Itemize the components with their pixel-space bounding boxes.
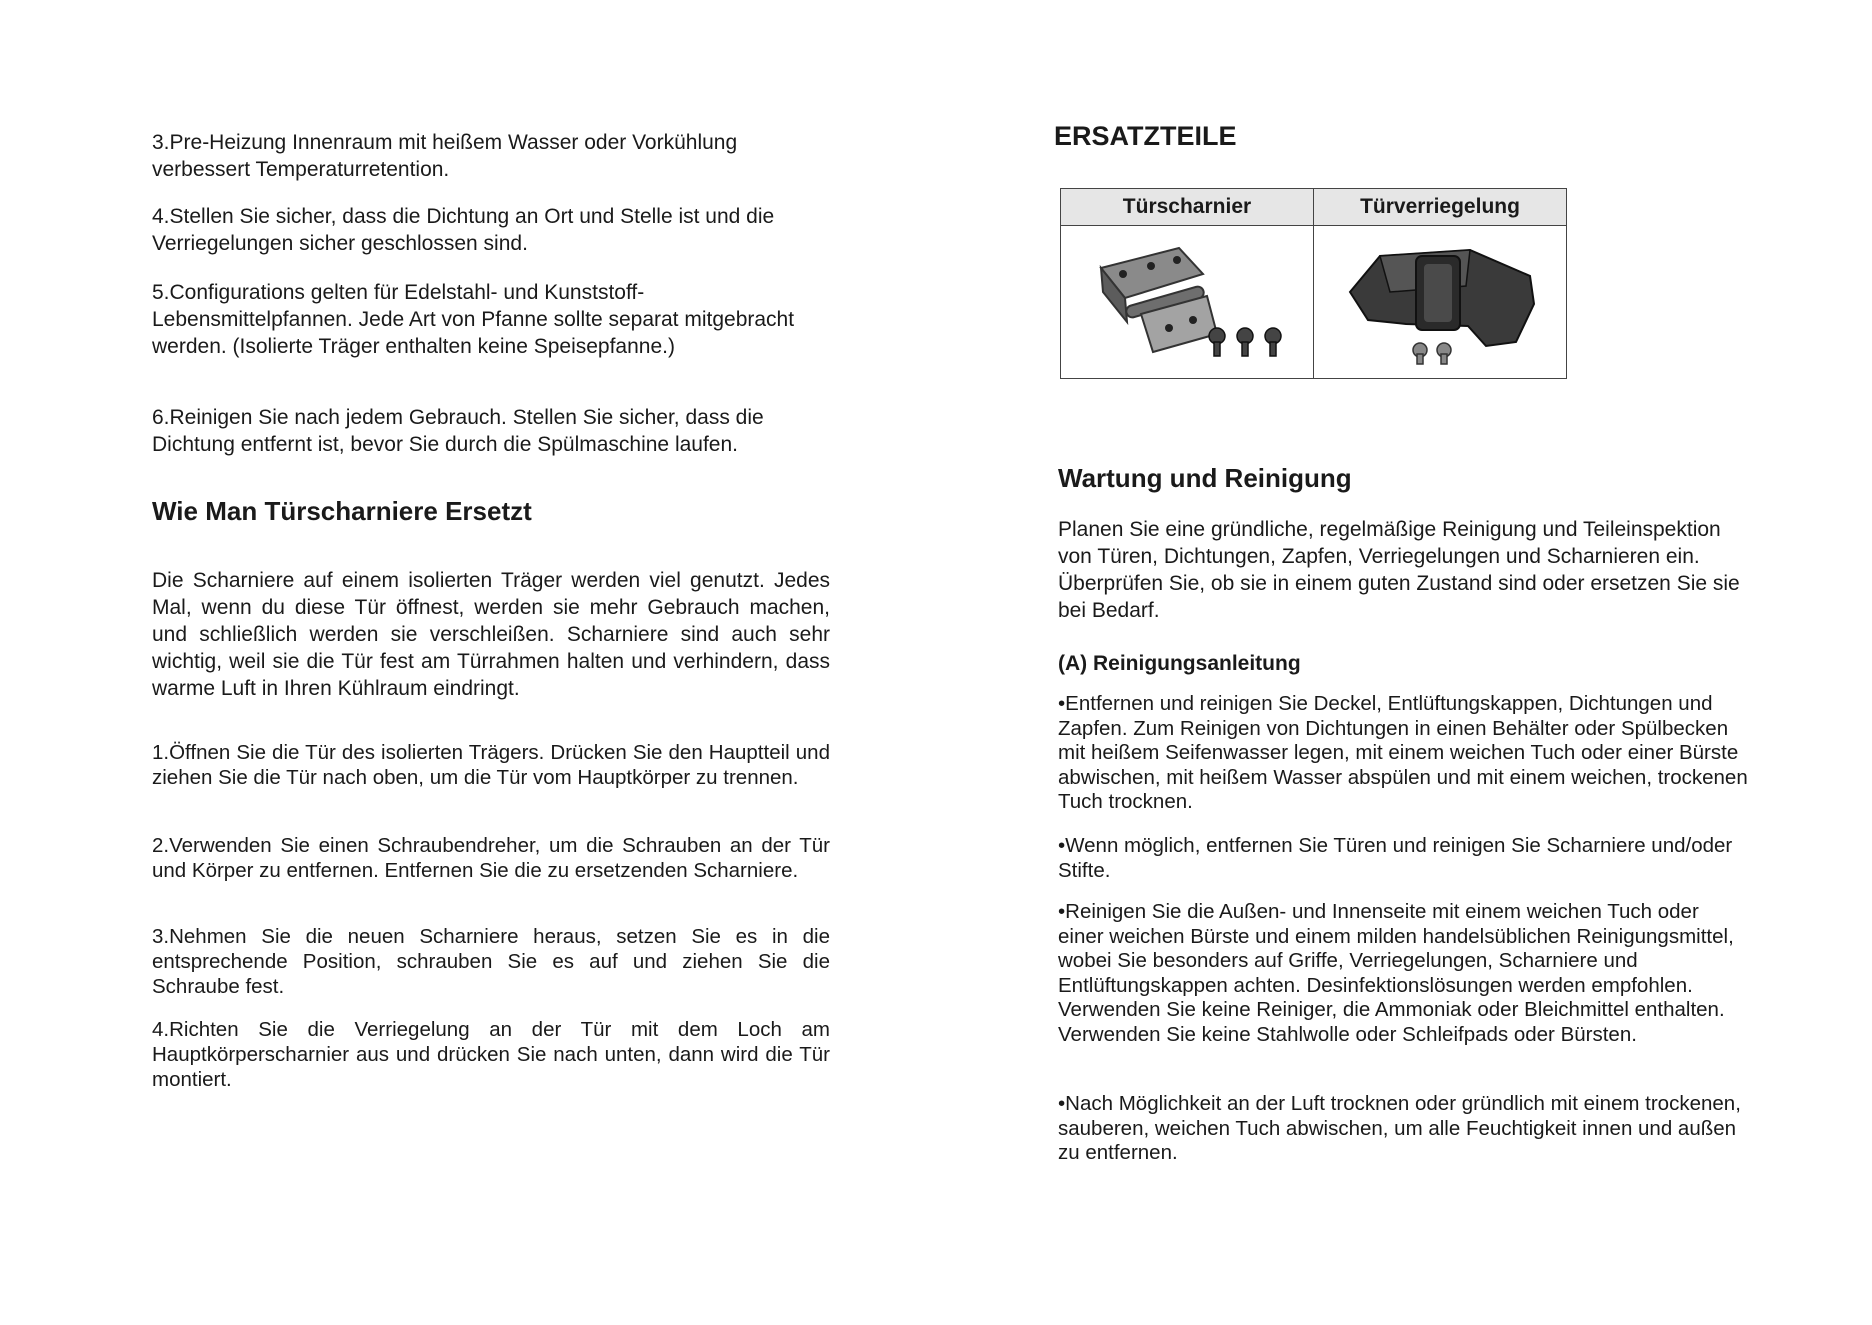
hinge-illustration xyxy=(1067,230,1307,370)
parts-heading: ERSATZTEILE xyxy=(1054,121,1237,151)
intro-item-6: 6.Reinigen Sie nach jedem Gebrauch. Stellen Sie sicher, dass die Dichtung entfernt ist, bevor Sie durch die Spülmaschine laufen. xyxy=(152,406,764,456)
step-3: 3.Nehmen Sie die neuen Scharniere heraus, setzen Sie es in die entsprechende Position, schrauben Sie es auf und ziehen Sie die Schraube fest. xyxy=(152,925,830,998)
intro-item-5: 5.Configurations gelten für Edelstahl- und Kunststoff-Lebensmittelpfannen. Jede Art von Pfanne sollte separat mitgebracht werden. (Isolierte Träger enthalten keine Speisepfanne.) xyxy=(152,281,795,358)
maintenance-intro: Planen Sie eine gründliche, regelmäßige Reinigung und Teileinspektion von Türen, Dichtungen, Zapfen, Verriegelungen und Scharnieren ein. Überprüfen Sie, ob sie in einem guten Zustand sind oder ersetzen Sie sie bei Bedarf. xyxy=(1058,518,1740,622)
latch-image xyxy=(1314,226,1567,379)
cleaning-bullet-3: •Reinigen Sie die Außen- und Innenseite mit einem weichen Tuch oder einer weichen Bürste und einem milden handelsüblichen Reinigungsmittel, wobei Sie besonders auf Griffe, Verriegelungen, Scharniere und Entlüftungskappen achten. Desinfektionslösungen werden empfohlen. Verwenden Sie keine Reiniger, die Ammoniak oder Bleichmittel enthalten. Verwenden Sie keine Stahlwolle oder Schleifpads oder Bürsten. xyxy=(1058,900,1734,1046)
cleaning-subheading: (A) Reinigungsanleitung xyxy=(1058,652,1301,675)
parts-col-hinge: Türscharnier xyxy=(1061,189,1314,226)
latch-illustration xyxy=(1320,230,1560,370)
intro-item-3: 3.Pre-Heizung Innenraum mit heißem Wasser oder Vorkühlung verbessert Temperaturretention. xyxy=(152,131,738,181)
parts-col-latch: Türverriegelung xyxy=(1314,189,1567,226)
cleaning-bullet-2: •Wenn möglich, entfernen Sie Türen und reinigen Sie Scharniere und/oder Stifte. xyxy=(1058,834,1733,882)
parts-table xyxy=(1060,188,1567,379)
cleaning-bullet-1: •Entfernen und reinigen Sie Deckel, Entlüftungskappen, Dichtungen und Zapfen. Zum Reinigen von Dichtungen in einen Behälter oder Spülbecken mit heißem Seifenwasser legen, mit einem weichen Tuch oder einer Bürste abwischen, mit heißem Wasser abspülen und mit einem weichen, trockenen Tuch trocknen. xyxy=(1058,692,1748,813)
step-4: 4.Richten Sie die Verriegelung an der Tür mit dem Loch am Hauptkörperscharnier aus und drücken Sie nach unten, dann wird die Tür montiert. xyxy=(152,1018,830,1091)
intro-item-4: 4.Stellen Sie sicher, dass die Dichtung an Ort und Stelle ist und die Verriegelungen sicher geschlossen sind. xyxy=(152,205,775,255)
hinge-replace-heading: Wie Man Türscharniere Ersetzt xyxy=(152,496,532,526)
cleaning-bullet-4: •Nach Möglichkeit an der Luft trocknen oder gründlich mit einem trockenen, sauberen, weichen Tuch abwischen, um alle Feuchtigkeit innen und außen zu entfernen. xyxy=(1058,1092,1741,1164)
hinge-image xyxy=(1061,226,1314,379)
step-2: 2.Verwenden Sie einen Schraubendreher, um die Schrauben an der Tür und Körper zu entfernen. Entfernen Sie die zu ersetzenden Scharniere. xyxy=(152,834,830,882)
hinge-intro-paragraph: Die Scharniere auf einem isolierten Träger werden viel genutzt. Jedes Mal, wenn du diese Tür öffnest, werden sie mehr Gebrauch machen, und schließlich werden sie verschleißen. Scharniere sind auch sehr wichtig, weil sie die Tür fest am Türrahmen halten und verhindern, dass warme Luft in Ihren Kühlraum eindringt. xyxy=(152,569,830,700)
maintenance-heading: Wartung und Reinigung xyxy=(1058,463,1352,493)
step-1: 1.Öffnen Sie die Tür des isolierten Trägers. Drücken Sie den Hauptteil und ziehen Sie die Tür nach oben, um die Tür vom Hauptkörper zu trennen. xyxy=(152,741,830,789)
